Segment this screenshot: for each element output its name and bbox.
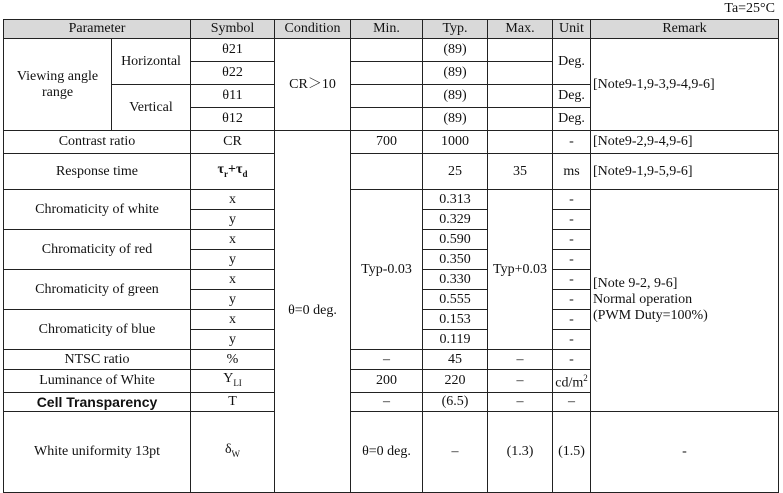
temperature-note: Ta=25°C	[724, 1, 775, 16]
viewing-angle-label: Viewing angle range	[4, 39, 112, 131]
unit-cell: Deg.	[553, 39, 591, 85]
max-cell: (1.5)	[553, 411, 591, 492]
unit-cell: -	[553, 250, 591, 270]
unit-cell: Deg.	[553, 108, 591, 131]
min-cell	[351, 85, 423, 108]
header-condition: Condition	[275, 20, 351, 39]
header-typ: Typ.	[423, 20, 488, 39]
header-symbol: Symbol	[191, 20, 275, 39]
typ-cell: (89)	[423, 108, 488, 131]
header-max: Max.	[488, 20, 553, 39]
max-cell	[488, 108, 553, 131]
typ-cell: 220	[423, 370, 488, 393]
unit-cell: –	[553, 392, 591, 411]
min-cell: 700	[351, 131, 423, 154]
response-remark: [Note9-1,9-5,9-6]	[591, 154, 779, 190]
symbol-cell: θ21	[191, 39, 275, 62]
unit-cell: Deg.	[553, 85, 591, 108]
symbol-cell: x	[191, 270, 275, 290]
vertical-label: Vertical	[112, 85, 191, 131]
luminance-label: Luminance of White	[4, 370, 191, 393]
uniformity-condition: θ=0 deg.	[351, 411, 423, 492]
symbol-cell: CR	[191, 131, 275, 154]
typ-cell: 0.555	[423, 290, 488, 310]
symbol-cell: y	[191, 210, 275, 230]
typ-cell: (1.3)	[488, 411, 553, 492]
chroma-green-label: Chromaticity of green	[4, 270, 191, 310]
transparency-label: Cell Transparency	[4, 392, 191, 411]
viewing-remark: [Note9-1,9-3,9-4,9-6]	[591, 39, 779, 131]
chroma-max: Typ+0.03	[488, 190, 553, 350]
typ-cell: 0.329	[423, 210, 488, 230]
min-cell	[351, 62, 423, 85]
max-cell	[488, 131, 553, 154]
chroma-white-label: Chromaticity of white	[4, 190, 191, 230]
typ-cell: 0.119	[423, 330, 488, 350]
chroma-min: Typ-0.03	[351, 190, 423, 350]
typ-cell: (89)	[423, 39, 488, 62]
unit-cell: -	[553, 290, 591, 310]
typ-cell: (6.5)	[423, 392, 488, 411]
min-cell: –	[423, 411, 488, 492]
max-cell: 35	[488, 154, 553, 190]
symbol-cell: θ22	[191, 62, 275, 85]
horizontal-label: Horizontal	[112, 39, 191, 85]
typ-cell: 0.313	[423, 190, 488, 210]
unit-cell: -	[553, 310, 591, 330]
theta-condition: θ=0 deg.	[275, 131, 351, 493]
table-row	[4, 39, 779, 62]
header-row	[4, 20, 779, 39]
unit-cell: -	[553, 330, 591, 350]
header-unit: Unit	[553, 20, 591, 39]
typ-cell: (89)	[423, 62, 488, 85]
typ-cell: 25	[423, 154, 488, 190]
unit-cell: -	[553, 230, 591, 250]
min-cell	[351, 154, 423, 190]
header-parameter: Parameter	[4, 20, 191, 39]
header-remark: Remark	[591, 20, 779, 39]
max-cell: –	[488, 350, 553, 370]
table-row	[4, 154, 779, 190]
chroma-red-label: Chromaticity of red	[4, 230, 191, 270]
response-label: Response time	[4, 154, 191, 190]
unit-cell: -	[553, 210, 591, 230]
min-cell	[351, 39, 423, 62]
min-cell: –	[351, 350, 423, 370]
table-row	[4, 131, 779, 154]
typ-cell: 1000	[423, 131, 488, 154]
min-cell: 200	[351, 370, 423, 393]
table-row	[4, 190, 779, 210]
ntsc-label: NTSC ratio	[4, 350, 191, 370]
symbol-cell: %	[191, 350, 275, 370]
max-cell	[488, 62, 553, 85]
unit-cell: -	[553, 190, 591, 210]
typ-cell: 45	[423, 350, 488, 370]
unit-cell: -	[553, 350, 591, 370]
viewing-condition: CR＞10	[275, 39, 351, 131]
contrast-remark: [Note9-2,9-4,9-6]	[591, 131, 779, 154]
max-cell	[488, 85, 553, 108]
max-cell	[488, 39, 553, 62]
table-row	[4, 411, 779, 492]
uniformity-label: White uniformity 13pt	[4, 411, 191, 492]
unit-cell: ms	[553, 154, 591, 190]
max-cell: –	[488, 370, 553, 393]
chroma-blue-label: Chromaticity of blue	[4, 310, 191, 350]
symbol-cell: y	[191, 250, 275, 270]
symbol-cell: y	[191, 290, 275, 310]
unit-cell: -	[553, 270, 591, 290]
typ-cell: 0.330	[423, 270, 488, 290]
chroma-remark: [Note 9-2, 9-6] Normal operation (PWM Duty=100%)	[591, 190, 779, 412]
contrast-label: Contrast ratio	[4, 131, 191, 154]
unit-cell: -	[553, 131, 591, 154]
symbol-cell: T	[191, 392, 275, 411]
symbol-cell: θ11	[191, 85, 275, 108]
header-min: Min.	[351, 20, 423, 39]
symbol-cell: θ12	[191, 108, 275, 131]
symbol-cell: x	[191, 310, 275, 330]
luminance-symbol: $Y_{LI}$	[191, 370, 275, 393]
min-cell: –	[351, 392, 423, 411]
symbol-cell: x	[191, 190, 275, 210]
min-cell	[351, 108, 423, 131]
max-cell: –	[488, 392, 553, 411]
typ-cell: 0.153	[423, 310, 488, 330]
symbol-cell: y	[191, 330, 275, 350]
optical-spec-table	[3, 19, 779, 493]
unit-cell: $cd/m^2$	[553, 370, 591, 393]
typ-cell: 0.590	[423, 230, 488, 250]
unit-cell: -	[591, 411, 779, 492]
response-symbol: $\tau_r+\tau_d$	[191, 154, 275, 190]
symbol-cell: x	[191, 230, 275, 250]
uniformity-symbol: $\delta_W$	[191, 411, 275, 492]
typ-cell: 0.350	[423, 250, 488, 270]
typ-cell: (89)	[423, 85, 488, 108]
